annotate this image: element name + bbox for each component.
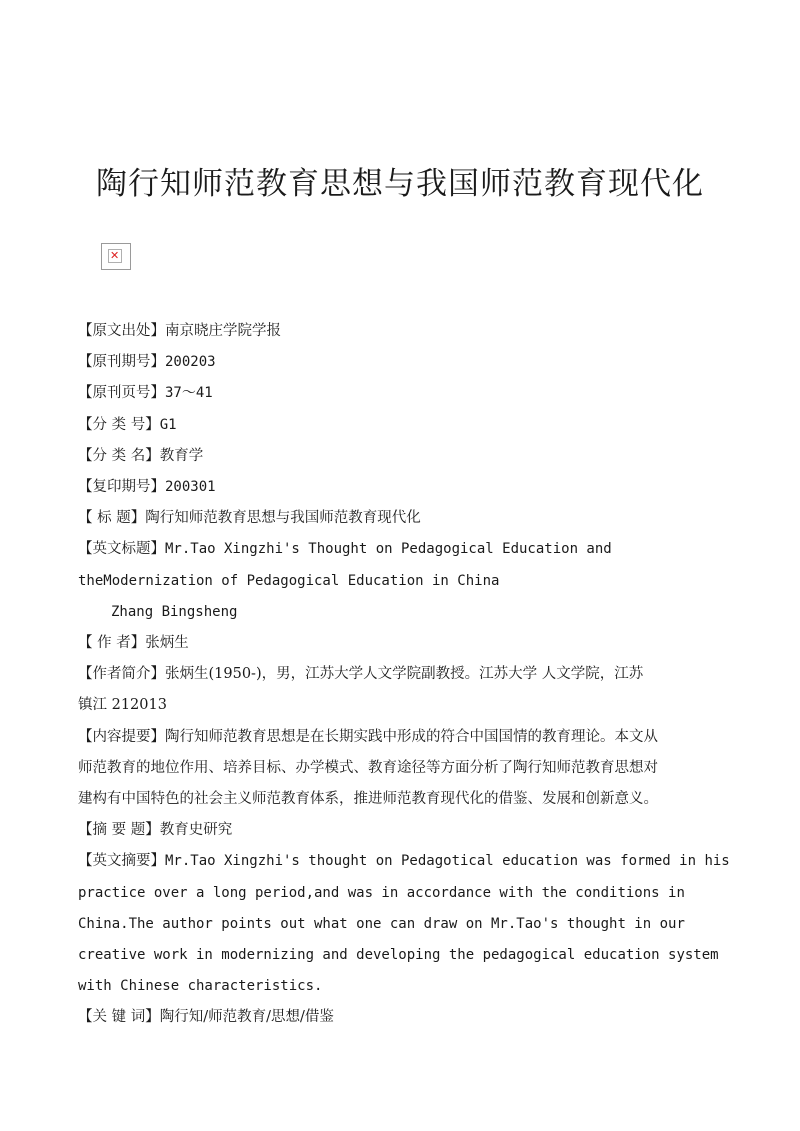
field-class-name: [78, 441, 728, 472]
field-en-abstract: [78, 846, 728, 877]
field-label: 【摘 要 题】: [78, 822, 160, 839]
field-abstract: [78, 722, 728, 753]
field-value: 陶行知/师范教育/思想/借鉴: [159, 1009, 334, 1026]
field-author: [78, 628, 728, 659]
field-value: Mr.Tao Xingzhi's Thought on Pedagogical Education and: [165, 541, 612, 558]
field-en-title-cont: theModernization of Pedagogical Education in China: [78, 572, 500, 589]
field-label: 【复印期号】: [78, 479, 165, 496]
field-keywords: [78, 1002, 728, 1033]
field-value: 陶行知师范教育思想是在长期实践中形成的符合中国国情的教育理论。本文从: [165, 728, 658, 745]
field-label: 【关 键 词】: [78, 1009, 160, 1026]
field-en-abstract-cont: creative work in modernizing and developing the pedagogical education system: [78, 947, 719, 964]
metadata-block: [78, 316, 728, 1034]
field-label: 【分 类 号】: [78, 416, 160, 433]
field-label: 【原刊期号】: [78, 354, 165, 371]
field-abstract-cont: 师范教育的地位作用、培养目标、办学模式、教育途径等方面分析了陶行知师范教育思想对: [78, 759, 658, 776]
field-value: 教育学: [159, 447, 204, 464]
field-value: 200203: [165, 354, 216, 371]
field-value: Mr.Tao Xingzhi's thought on Pedagotical education was formed in his: [165, 853, 730, 870]
field-value: 200301: [165, 479, 216, 496]
field-pages: [78, 378, 728, 409]
field-value: 教育史研究: [159, 822, 233, 839]
field-abstract-cont: 建构有中国特色的社会主义师范教育体系，推进师范教育现代化的借鉴、发展和创新意义。: [78, 791, 658, 808]
field-en-abstract-cont: with Chinese characteristics.: [78, 978, 323, 995]
field-source: [78, 316, 728, 347]
field-value: 南京晓庄学院学报: [165, 323, 281, 339]
field-bio-cont: 镇江 212013: [78, 697, 167, 714]
field-reprint: [78, 472, 728, 503]
field-en-author: Zhang Bingsheng: [111, 603, 238, 620]
field-bio: [78, 659, 728, 690]
field-value: 张炳生(1950-)，男，江苏大学人文学院副教授。江苏大学 人文学院，江苏: [165, 666, 644, 683]
field-label: 【 标 题】: [78, 510, 146, 527]
field-en-abstract-cont: China.The author points out what one can draw on Mr.Tao's thought in our: [78, 915, 685, 932]
field-value: 37～41: [165, 385, 213, 402]
field-class-no: [78, 410, 728, 441]
field-label: 【内容提要】: [78, 728, 165, 745]
field-label: 【英文标题】: [78, 541, 165, 558]
field-label: 【原刊页号】: [78, 385, 165, 402]
field-label: 【作者简介】: [78, 666, 165, 683]
field-en-title: [78, 534, 728, 565]
field-value: G1: [159, 416, 177, 433]
field-label: 【英文摘要】: [78, 853, 165, 870]
document-title: 陶行知师范教育思想与我国师范教育现代化: [96, 166, 704, 202]
field-label: 【分 类 名】: [78, 447, 160, 464]
field-label: 【原文出处】: [78, 323, 165, 339]
field-title: [78, 503, 728, 534]
field-value: 陶行知师范教育思想与我国师范教育现代化: [145, 510, 421, 527]
field-issue: [78, 347, 728, 378]
broken-image-icon: ✕: [110, 249, 120, 262]
field-label: 【 作 者】: [78, 635, 146, 652]
field-topic: [78, 815, 728, 846]
field-en-abstract-cont: practice over a long period,and was in accordance with the conditions in: [78, 884, 685, 901]
broken-image-placeholder: [101, 243, 131, 270]
field-value: 张炳生: [145, 635, 189, 652]
